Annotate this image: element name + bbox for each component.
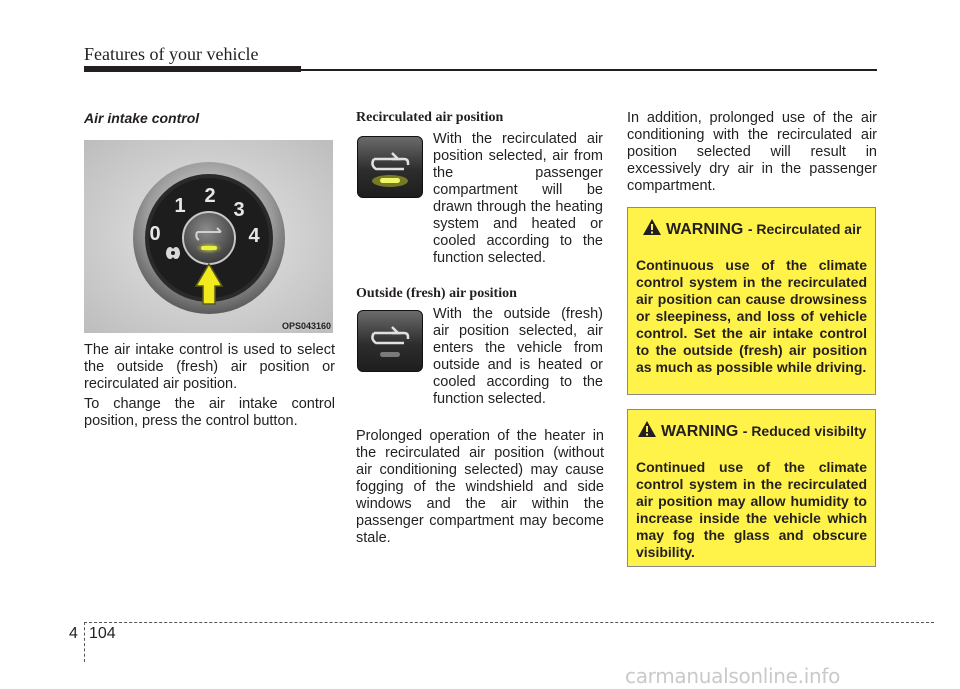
warning-subtitle: - Reduced visibilty <box>742 423 867 439</box>
warning-box-recirculated <box>627 207 876 395</box>
warning-box-visibility <box>627 409 876 567</box>
climate-dial-icon <box>84 140 333 333</box>
recirculated-description: With the recirculated air position selected, air from the passenger compartment will be drawn through the heating system and heated or cooled according to the function selected. <box>433 131 603 266</box>
fogging-paragraph: Prolonged operation of the heater in the recirculated air position (without air conditioning selected) may cause fogging of the windshield and side windows and the air within the passenger compartment may become stale. <box>356 428 604 546</box>
dial-number-1: 1 <box>174 195 186 217</box>
warning-heading <box>628 420 875 441</box>
footer-divider <box>84 622 934 623</box>
fresh-air-button-image <box>357 310 423 372</box>
warning-triangle-icon <box>637 420 657 438</box>
header-rule-thin <box>301 69 877 71</box>
fresh-air-heading: Outside (fresh) air position <box>356 286 517 301</box>
recirculate-icon <box>358 137 422 197</box>
figure-code: OPS043160 <box>281 321 331 331</box>
dial-number-2: 2 <box>204 185 216 207</box>
page-number: 104 <box>89 625 116 642</box>
intro-paragraph: The air intake control is used to select the outside (fresh) air position or recirculated air position. <box>84 342 335 392</box>
recirculated-button-image <box>357 136 423 198</box>
watermark: carmanualsonline.info <box>625 664 841 688</box>
fresh-air-icon <box>358 311 422 371</box>
warning-text: Continued use of the climate control system in the recirculated air position may allow humidity to increase inside the vehicle which may fog the glass and obscure visibility. <box>636 459 867 560</box>
air-intake-dial-figure <box>84 140 333 333</box>
instruction-paragraph: To change the air intake control position, press the control button. <box>84 396 335 429</box>
dry-air-paragraph: In addition, prolonged use of the air conditioning with the recirculated air position selected will result in excessively dry air in the passenger compartment. <box>627 110 877 194</box>
warning-text: Continuous use of the climate control system in the recirculated air position can cause drowsiness or sleepiness, and loss of vehicle control. Set the air intake control to the outside (fresh) air position as much as possible while driving. <box>636 257 867 375</box>
header-rule-thick <box>84 66 301 72</box>
chapter-number: 4 <box>69 625 78 642</box>
section-heading: Air intake control <box>84 110 200 126</box>
dial-number-4: 4 <box>248 225 260 247</box>
fresh-air-description: With the outside (fresh) air position selected, air enters the vehicle from outside and is heated or cooled according to the function selected. <box>433 306 603 407</box>
dial-number-3: 3 <box>233 199 245 221</box>
warning-label: WARNING <box>660 423 739 440</box>
footer-vertical-divider <box>84 622 85 662</box>
warning-subtitle: - Recirculated air <box>747 221 862 237</box>
warning-triangle-icon <box>642 218 662 236</box>
page-header-title: Features of your vehicle <box>84 44 259 64</box>
dial-number-0: 0 <box>149 223 161 245</box>
recirculated-heading: Recirculated air position <box>356 110 504 125</box>
warning-heading <box>628 218 875 239</box>
warning-label: WARNING <box>666 221 744 238</box>
